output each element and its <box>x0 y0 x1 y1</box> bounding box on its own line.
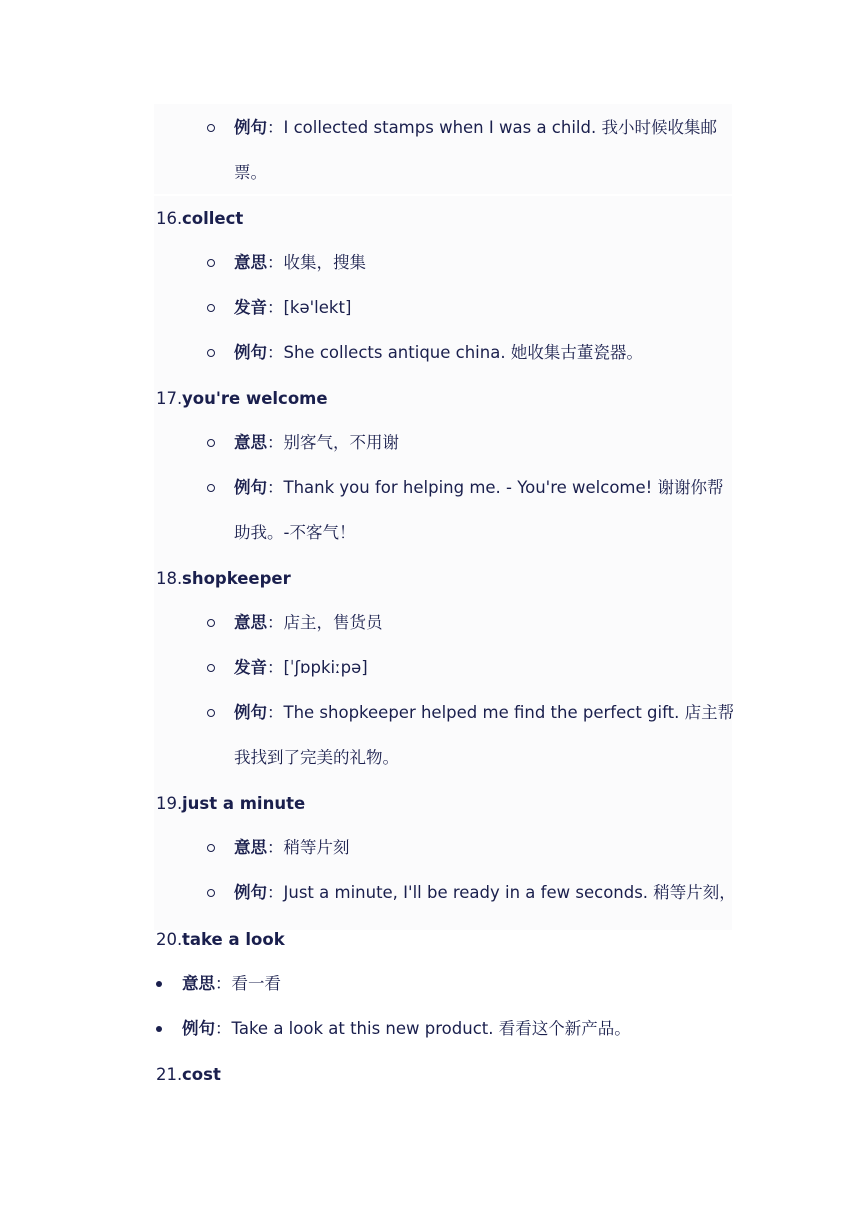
meaning-label: 意思 <box>182 974 215 993</box>
meaning-label: 意思 <box>234 253 267 272</box>
entry-term: take a look <box>182 930 285 949</box>
entry-heading <box>156 563 291 595</box>
meaning-line <box>182 968 281 1000</box>
example-line <box>182 1013 631 1045</box>
entry-heading <box>156 383 328 415</box>
hollow-bullet-icon <box>207 484 215 492</box>
colon: ： <box>267 343 284 362</box>
colon: ： <box>267 298 284 317</box>
example-label: 例句 <box>234 883 267 902</box>
bullet-icon <box>156 981 162 987</box>
meaning-line <box>234 427 399 459</box>
entry-term: collect <box>182 209 244 228</box>
hollow-bullet-icon <box>207 619 215 627</box>
entry-number: 21. <box>156 1065 183 1084</box>
colon: ： <box>267 478 284 497</box>
meaning-line <box>234 247 366 279</box>
colon: ： <box>267 658 284 677</box>
example-label: 例句 <box>234 343 267 362</box>
example-text: I collected stamps when I was a child. 我小时候收集邮 <box>283 118 717 137</box>
meaning-label: 意思 <box>234 838 267 857</box>
hollow-bullet-icon <box>207 304 215 312</box>
meaning-line <box>234 607 383 639</box>
example-text: Thank you for helping me. - You're welcome! 谢谢你帮 <box>283 478 724 497</box>
entry-number: 19. <box>156 794 183 813</box>
example-line <box>234 112 717 144</box>
example-continuation: 票。 <box>234 163 267 182</box>
colon: ： <box>267 433 284 452</box>
colon: ： <box>267 613 284 632</box>
example-text: Take a look at this new product. 看看这个新产品。 <box>231 1019 631 1038</box>
hollow-bullet-icon <box>207 124 215 132</box>
colon: ： <box>215 974 232 993</box>
example-line <box>234 697 734 729</box>
colon: ： <box>267 838 284 857</box>
example-label: 例句 <box>234 478 267 497</box>
example-line <box>234 877 736 909</box>
pronunciation-text: [ˈʃɒpkiːpə] <box>283 658 368 677</box>
example-continuation: 助我。-不客气！ <box>234 523 356 542</box>
example-label: 例句 <box>234 703 267 722</box>
example-label: 例句 <box>182 1019 215 1038</box>
entry-heading <box>156 203 243 235</box>
bullet-icon <box>156 1026 162 1032</box>
example-line <box>234 337 643 369</box>
entry-heading <box>156 1059 221 1091</box>
example-line <box>234 472 724 504</box>
meaning-label: 意思 <box>234 433 267 452</box>
entry-number: 18. <box>156 569 183 588</box>
entry-term: shopkeeper <box>182 569 291 588</box>
colon: ： <box>267 253 284 272</box>
entry-heading <box>156 924 285 956</box>
hollow-bullet-icon <box>207 709 215 717</box>
pronunciation-line <box>234 652 368 684</box>
example-text: Just a minute, I'll be ready in a few seconds. 稍等片刻， <box>283 883 736 902</box>
colon: ： <box>267 118 284 137</box>
pronunciation-label: 发音 <box>234 658 267 677</box>
colon: ： <box>267 703 284 722</box>
hollow-bullet-icon <box>207 439 215 447</box>
entry-term: cost <box>182 1065 221 1084</box>
entry-heading <box>156 788 305 820</box>
meaning-text: 收集，搜集 <box>283 253 366 272</box>
example-label: 例句 <box>234 118 267 137</box>
hollow-bullet-icon <box>207 349 215 357</box>
entry-term: you're welcome <box>182 389 328 408</box>
hollow-bullet-icon <box>207 664 215 672</box>
entry-number: 16. <box>156 209 183 228</box>
entry-number: 20. <box>156 930 183 949</box>
meaning-line <box>234 832 350 864</box>
hollow-bullet-icon <box>207 844 215 852</box>
pronunciation-label: 发音 <box>234 298 267 317</box>
meaning-text: 别客气，不用谢 <box>283 433 399 452</box>
meaning-label: 意思 <box>234 613 267 632</box>
meaning-text: 稍等片刻 <box>283 838 350 857</box>
example-continuation: 我找到了完美的礼物。 <box>234 748 399 767</box>
example-text: She collects antique china. 她收集古董瓷器。 <box>283 343 643 362</box>
meaning-text: 店主，售货员 <box>283 613 383 632</box>
example-text: The shopkeeper helped me find the perfect gift. 店主帮 <box>283 703 735 722</box>
entry-term: just a minute <box>182 794 306 813</box>
colon: ： <box>267 883 284 902</box>
entry-number: 17. <box>156 389 183 408</box>
pronunciation-line <box>234 292 351 324</box>
hollow-bullet-icon <box>207 259 215 267</box>
colon: ： <box>215 1019 232 1038</box>
pronunciation-text: [kə'lekt] <box>283 298 352 317</box>
hollow-bullet-icon <box>207 889 215 897</box>
meaning-text: 看一看 <box>231 974 281 993</box>
